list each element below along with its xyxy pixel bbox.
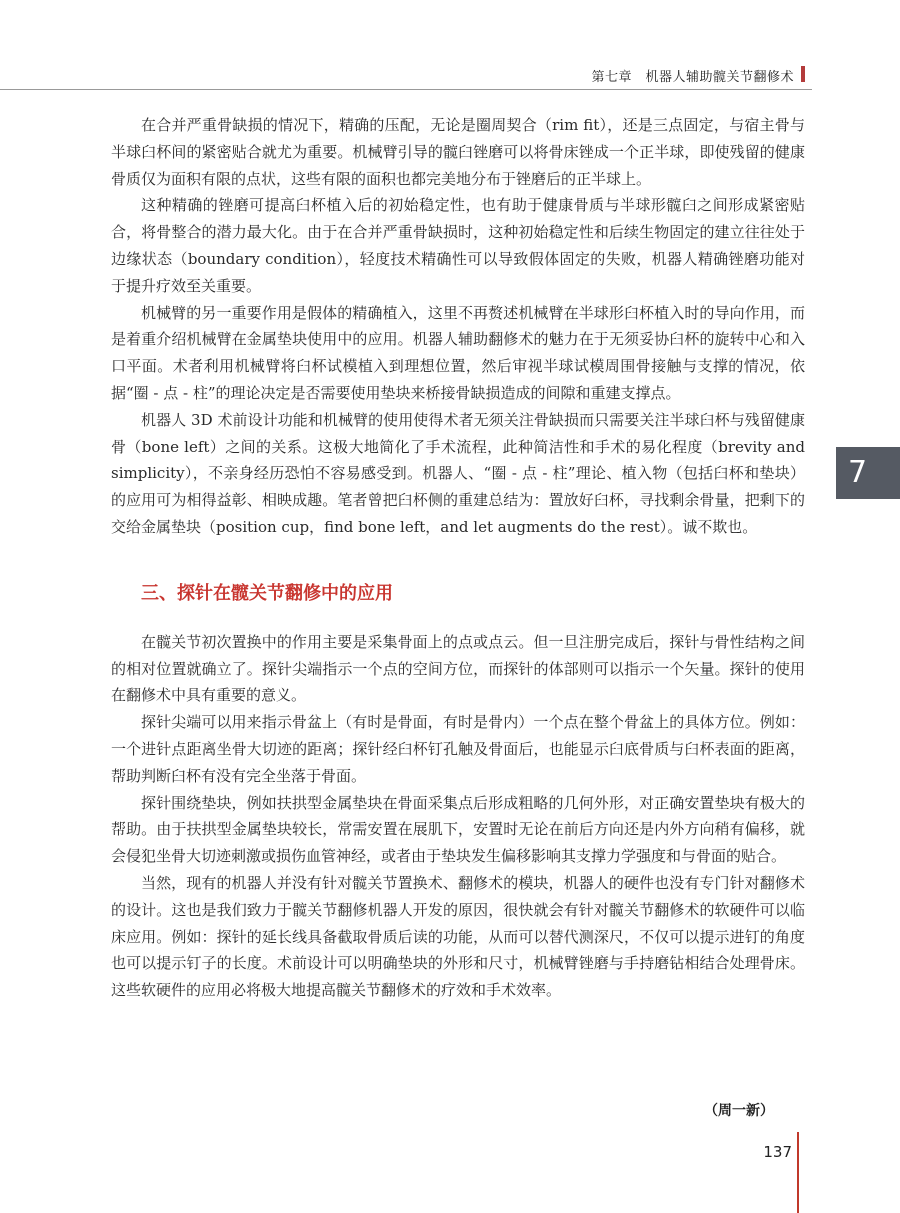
paragraph: 这种精确的锉磨可提高臼杯植入后的初始稳定性，也有助于健康骨质与半球形髋臼之间形成紧密贴合，将骨整合的潜力最大化。由于在合并严重骨缺损时，这种初始稳定性和后续生物固定的建立往往处于边缘状态（boundary condition），轻度技术精确性可以导致假体固定的失败，机器人精确锉磨功能对于提升疗效至关重要。 bbox=[111, 196, 805, 295]
paragraph: 机械臂的另一重要作用是假体的精确植入，这里不再赘述机械臂在半球形臼杯植入时的导向作用，而是着重介绍机械臂在金属垫块使用中的应用。机器人辅助翻修术的魅力在于无须妥协臼杯的旋转中心和入口平面。术者利用机械臂将臼杯试模植入到理想位置，然后审视半球试模周围骨接触与支撑的情况，依据“圈 - 点 - 柱”的理论决定是否需要使用垫块来桥接骨缺损造成的间隙和重建支撑点。 bbox=[111, 303, 805, 402]
paragraph: 探针尖端可以用来指示骨盆上（有时是骨面，有时是骨内）一个点在整个骨盆上的具体方位。例如：一个进针点距离坐骨大切迹的距离；探针经臼杯钉孔触及骨面后，也能显示臼底骨质与臼杯表面的距离，帮助判断臼杯有没有完全坐落于骨面。 bbox=[111, 713, 805, 785]
section-heading: 三、探针在髋关节翻修中的应用 bbox=[141, 582, 393, 604]
header-divider bbox=[0, 89, 812, 90]
paragraph: 在髋关节初次置换中的作用主要是采集骨面上的点或点云。但一旦注册完成后，探针与骨性结构之间的相对位置就确立了。探针尖端指示一个点的空间方位，而探针的体部则可以指示一个矢量。探针的使用在翻修术中具有重要的意义。 bbox=[111, 632, 805, 705]
running-header: 第七章 机器人辅助髋关节翻修术 bbox=[591, 70, 794, 85]
paragraph: 机器人 3D 术前设计功能和机械臂的使用使得术者无须关注骨缺损而只需要关注半球臼杯与残留健康骨（bone left）之间的关系。这极大地简化了手术流程，此种简洁性和手术的易化程度（brevity and simplicity），不亲身经历恐怕不容易感受到。机器人、“圈 - 点 - 柱”理论、植入物（包括臼杯和垫块）的应用可为相得益彰、相映成趣。笔者曾把臼杯侧的重建总结为：置放好臼杯，寻找剩余骨量，把剩下的交给金属垫块（position cup，find bone left，and let augments do the rest）。诚不欺也。 bbox=[111, 410, 805, 536]
page-body bbox=[111, 112, 805, 1004]
page-number: 137 bbox=[763, 1143, 792, 1161]
chapter-tab: 7 bbox=[836, 447, 900, 499]
paragraph: 在合并严重骨缺损的情况下，精确的压配，无论是圈周契合（rim fit），还是三点固定，与宿主骨与半球臼杯间的紧密贴合就尤为重要。机械臂引导的髋臼锉磨可以将骨床锉成一个正半球，即使残留的健康骨质仅为面积有限的点状，这些有限的面积也都完美地分布于锉磨后的正半球上。 bbox=[111, 116, 805, 188]
header-accent-mark bbox=[801, 66, 805, 82]
author-credit: （周一新） bbox=[704, 1103, 774, 1119]
paragraph: 当然，现有的机器人并没有针对髋关节置换术、翻修术的模块，机器人的硬件也没有专门针对翻修术的设计。这也是我们致力于髋关节翻修机器人开发的原因，很快就会有针对髋关节翻修术的软硬件可以临床应用。例如：探针的延长线具备截取骨质后读的功能，从而可以替代测深尺，不仅可以提示进钉的角度也可以提示钉子的长度。术前设计可以明确垫块的外形和尺寸，机械臂锉磨与手持磨钻相结合处理骨床。这些软硬件的应用必将极大地提高髋关节翻修术的疗效和手术效率。 bbox=[111, 873, 805, 1000]
paragraph: 探针围绕垫块，例如扶拱型金属垫块在骨面采集点后形成粗略的几何外形，对正确安置垫块有极大的帮助。由于扶拱型金属垫块较长，常需安置在展肌下，安置时无论在前后方向还是内外方向稍有偏移，就会侵犯坐骨大切迹刺激或损伤血管神经，或者由于垫块发生偏移影响其支撑力学强度和与骨面的贴合。 bbox=[111, 793, 805, 866]
footer-accent-bar bbox=[797, 1132, 799, 1213]
